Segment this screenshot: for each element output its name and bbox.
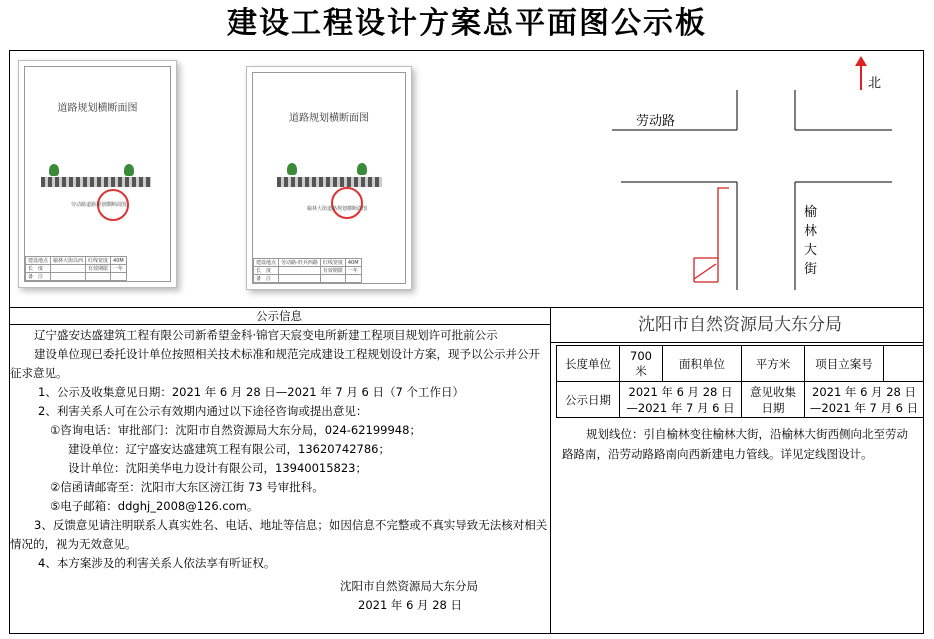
- notice-email-line: ⑤电子邮箱：ddghj_2008@126.com。: [50, 499, 259, 513]
- page-title: 建设工程设计方案总平面图公示板: [227, 6, 707, 41]
- drawing-title: 道路规划横断面图: [289, 113, 369, 124]
- length-unit-label: 长度单位: [557, 346, 620, 382]
- notice-heading: 公示信息: [256, 309, 302, 323]
- area-unit-label: 面积单位: [663, 346, 742, 382]
- area-unit-value: 平方米: [742, 346, 805, 382]
- drawing-info-table: 建设地点 劳动路-轩兵西路 红线宽度 40M 长 度 有效期限 一年 备 注: [253, 258, 362, 283]
- length-unit-value: 700 米: [620, 346, 663, 382]
- notice-para-2: 建设单位现已委托设计单位按照相关技术标准和规范完成建设工程规划设计方案，现予以公示并公开征求意见。: [10, 347, 540, 380]
- road-label-yulin: 榆 林 大 街: [804, 205, 818, 277]
- project-no-label: 项目立案号: [805, 346, 884, 382]
- road-label-laodong: 劳动路: [636, 114, 676, 129]
- project-meta-table: [556, 345, 924, 418]
- notice-builder-line: 建设单位：辽宁盛安达盛建筑工程有限公司，13620742786；: [68, 442, 390, 456]
- drawing-caption: 劳动路道路规划横断面图: [71, 202, 127, 208]
- notice-text: [10, 309, 548, 615]
- notice-mail-line: ②信函请邮寄至：沈阳市大东区滂江街 73 号审批科。: [50, 480, 324, 494]
- notice-item-4: 4、本方案涉及的利害关系人依法享有听证权。: [38, 556, 276, 570]
- notice-para-1: 辽宁盛安达盛建筑工程有限公司新希望金科·锦官天宸变电所新建工程项目规划许可批前公示: [34, 328, 498, 342]
- notice-sign-date: 2021 年 6 月 28 日: [358, 598, 462, 612]
- project-no-value: [884, 346, 924, 382]
- notice-designer-line: 设计单位：沈阳美华电力设计有限公司，13940015823；: [68, 461, 367, 475]
- route-description: 规划线位：引自榆林变往榆林大街，沿榆林大街西侧向北至劳动路路南，沿劳动路路南向西新建电力管线。详见定线图设计。: [562, 427, 908, 461]
- notice-item-1: 1、公示及收集意见日期：2021 年 6 月 28 日—2021 年 7 月 6 日（7 个工作日）: [38, 385, 464, 399]
- notice-consult-line: ①咨询电话：审批部门：沈阳市自然资源局大东分局，024-62199948；: [50, 423, 421, 437]
- north-label: 北: [868, 76, 882, 91]
- drawing-caption: 榆林大街道路规划横断面图: [307, 206, 368, 212]
- notice-date-label: 公示日期: [557, 382, 620, 418]
- north-arrow-icon: [860, 64, 862, 90]
- notice-signature: 沈阳市自然资源局大东分局: [340, 579, 478, 593]
- agency-name: 沈阳市自然资源局大东分局: [638, 315, 842, 335]
- notice-item-2: 2、利害关系人可在公示有效期内通过以下途径咨询或提出意见：: [38, 404, 368, 418]
- drawing-title: 道路规划横断面图: [57, 103, 138, 114]
- notice-item-3: 3、反馈意见请注明联系人真实姓名、电话、地址等信息；如因信息不完整或不真实导致无法核对相关情况的，视为无效意见。: [10, 518, 548, 551]
- collect-date-value: 2021 年 6 月 28 日—2021 年 7 月 6 日: [805, 382, 924, 418]
- drawing-info-table: 建设地点 榆林大街以西 红线宽度 40M 长 度 有效期限 一年 备 注: [25, 256, 127, 281]
- notice-date-value: 2021 年 6 月 28 日—2021 年 7 月 6 日: [620, 382, 742, 418]
- collect-date-label: 意见收集日期: [742, 382, 805, 418]
- power-line-route: [694, 188, 729, 282]
